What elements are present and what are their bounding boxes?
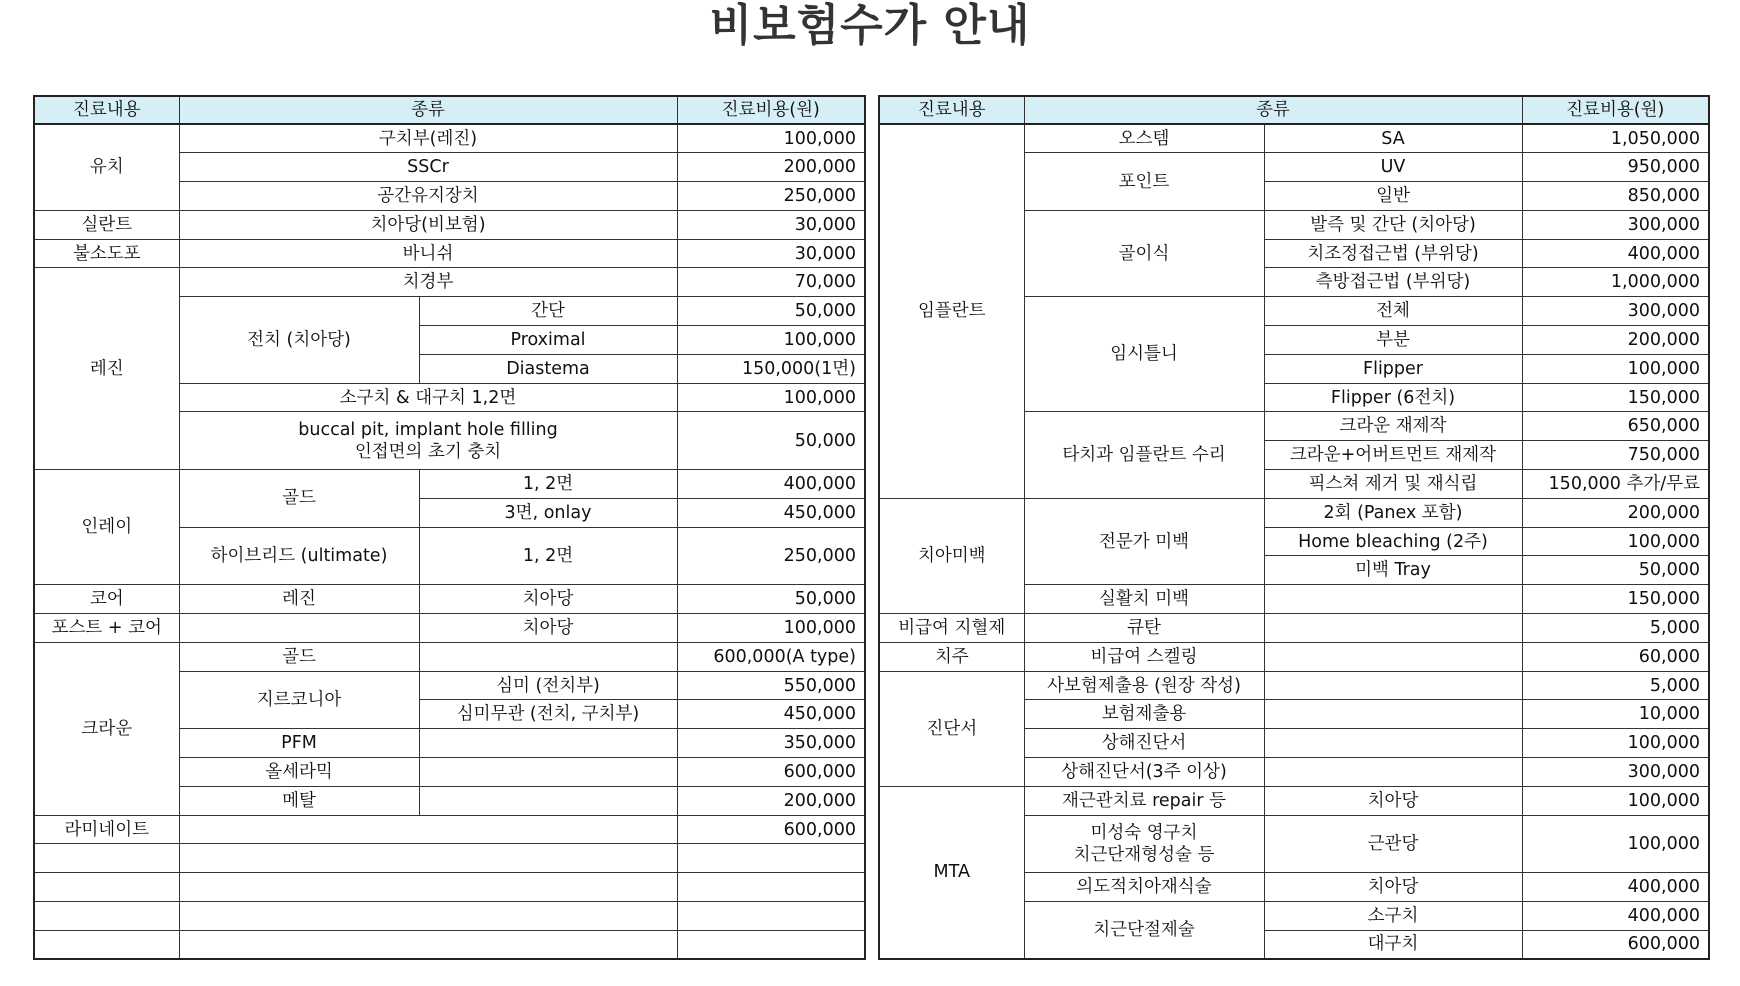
table-row — [34, 210, 865, 239]
type-cell: 사보험제출용 (원장 작성) — [1024, 671, 1264, 700]
type-cell: 바니쉬 — [179, 239, 677, 268]
subtype-cell: 치조정접근법 (부위당) — [1264, 239, 1522, 268]
subtype-cell: 2회 (Panex 포함) — [1264, 498, 1522, 527]
category-cell: 치아미백 — [879, 498, 1024, 613]
table-row — [34, 268, 865, 297]
table-row — [34, 470, 865, 499]
type-cell: 큐탄 — [1024, 614, 1264, 643]
subtype-cell: 측방접근법 (부위당) — [1264, 268, 1522, 297]
table-row — [34, 642, 865, 671]
category-cell: 라미네이트 — [34, 815, 179, 844]
cost-cell: 300,000 — [1522, 297, 1709, 326]
cost-cell: 10,000 — [1522, 700, 1709, 729]
cost-cell: 150,000 — [1522, 585, 1709, 614]
cost-cell: 600,000 — [677, 758, 865, 787]
subtype-cell — [419, 786, 677, 815]
cost-cell: 5,000 — [1522, 614, 1709, 643]
subtype-cell: Home bleaching (2주) — [1264, 527, 1522, 556]
subtype-cell: 심미 (전치부) — [419, 671, 677, 700]
subtype-cell: UV — [1264, 153, 1522, 182]
subtype-cell — [419, 758, 677, 787]
type-line: 인접면의 초기 충치 — [354, 441, 502, 462]
cost-cell: 1,050,000 — [1522, 124, 1709, 153]
category-cell: 인레이 — [34, 470, 179, 585]
cost-cell: 350,000 — [677, 729, 865, 758]
type-cell: 포인트 — [1024, 153, 1264, 211]
empty-row — [34, 902, 865, 931]
subtype-cell: Flipper — [1264, 354, 1522, 383]
subtype-cell: 소구치 — [1264, 902, 1522, 931]
subtype-cell: 치아당 — [1264, 786, 1522, 815]
cost-cell: 850,000 — [1522, 182, 1709, 211]
subtype-cell: 심미무관 (전치, 구치부) — [419, 700, 677, 729]
type-cell — [1024, 815, 1264, 873]
subtype-cell — [1264, 642, 1522, 671]
table-row — [879, 642, 1709, 671]
type-cell: 보험제출용 — [1024, 700, 1264, 729]
type-cell: 치근단절제술 — [1024, 902, 1264, 960]
type-cell: 골드 — [179, 470, 419, 528]
cost-cell: 550,000 — [677, 671, 865, 700]
header-type: 종류 — [1024, 96, 1522, 124]
subtype-cell: 치아당 — [1264, 873, 1522, 902]
cost-cell: 300,000 — [1522, 210, 1709, 239]
cost-cell: 200,000 — [677, 153, 865, 182]
cost-cell: 650,000 — [1522, 412, 1709, 441]
subtype-cell: 크라운 재제작 — [1264, 412, 1522, 441]
cost-cell: 450,000 — [677, 498, 865, 527]
subtype-cell: 3면, onlay — [419, 498, 677, 527]
table-row — [34, 815, 865, 844]
cost-cell: 400,000 — [1522, 873, 1709, 902]
type-cell — [179, 412, 677, 470]
cost-cell: 100,000 — [677, 124, 865, 153]
cost-cell: 70,000 — [677, 268, 865, 297]
type-cell: 전문가 미백 — [1024, 498, 1264, 584]
cost-cell: 600,000 — [677, 815, 865, 844]
cost-cell: 200,000 — [1522, 498, 1709, 527]
cost-cell: 150,000(1면) — [677, 354, 865, 383]
subtype-cell: 대구치 — [1264, 930, 1522, 959]
subtype-cell — [1264, 700, 1522, 729]
cost-cell: 400,000 — [1522, 239, 1709, 268]
type-cell: 소구치 & 대구치 1,2면 — [179, 383, 677, 412]
category-cell: 진단서 — [879, 671, 1024, 786]
subtype-cell: Diastema — [419, 354, 677, 383]
type-cell: 오스템 — [1024, 124, 1264, 153]
cost-cell: 60,000 — [1522, 642, 1709, 671]
type-cell: 임시틀니 — [1024, 297, 1264, 412]
subtype-cell: 근관당 — [1264, 815, 1522, 873]
subtype-cell — [1264, 614, 1522, 643]
cost-cell: 600,000(A type) — [677, 642, 865, 671]
subtype-cell: 일반 — [1264, 182, 1522, 211]
table-row — [879, 786, 1709, 815]
subtype-cell: 전체 — [1264, 297, 1522, 326]
cost-cell: 100,000 — [677, 383, 865, 412]
cost-cell: 250,000 — [677, 527, 865, 585]
table-row — [34, 239, 865, 268]
category-cell: MTA — [879, 786, 1024, 959]
type-cell: 타치과 임플란트 수리 — [1024, 412, 1264, 498]
subtype-cell: SA — [1264, 124, 1522, 153]
type-line: 치근단재형성술 등 — [1073, 844, 1215, 865]
subtype-cell — [1264, 671, 1522, 700]
cost-cell: 30,000 — [677, 210, 865, 239]
category-cell: 코어 — [34, 585, 179, 614]
subtype-cell: 크라운+어버트먼트 재제작 — [1264, 441, 1522, 470]
table-row — [879, 671, 1709, 700]
subtype-cell: 발즉 및 간단 (치아당) — [1264, 210, 1522, 239]
type-cell: 상해진단서(3주 이상) — [1024, 758, 1264, 787]
cost-cell: 200,000 — [1522, 326, 1709, 355]
table-row — [34, 614, 865, 643]
cost-cell: 300,000 — [1522, 758, 1709, 787]
table-row — [879, 124, 1709, 153]
subtype-cell — [1264, 729, 1522, 758]
subtype-cell: Proximal — [419, 326, 677, 355]
subtype-cell: Flipper (6전치) — [1264, 383, 1522, 412]
header-cost: 진료비용(원) — [677, 96, 865, 124]
table-row — [879, 614, 1709, 643]
cost-cell: 30,000 — [677, 239, 865, 268]
category-cell: 치주 — [879, 642, 1024, 671]
type-cell: SSCr — [179, 153, 677, 182]
subtype-cell — [1264, 585, 1522, 614]
table-row — [34, 124, 865, 153]
header-type: 종류 — [179, 96, 677, 124]
category-cell: 포스트 + 코어 — [34, 614, 179, 643]
cost-cell: 50,000 — [1522, 556, 1709, 585]
type-cell: 상해진단서 — [1024, 729, 1264, 758]
empty-row — [34, 873, 865, 902]
cost-cell: 750,000 — [1522, 441, 1709, 470]
type-cell: 레진 — [179, 585, 419, 614]
type-cell: 공간유지장치 — [179, 182, 677, 211]
cost-cell: 950,000 — [1522, 153, 1709, 182]
table-row — [34, 585, 865, 614]
type-cell: PFM — [179, 729, 419, 758]
cost-cell: 100,000 — [1522, 786, 1709, 815]
cost-cell: 100,000 — [677, 614, 865, 643]
subtype-cell: 부분 — [1264, 326, 1522, 355]
category-cell: 불소도포 — [34, 239, 179, 268]
cost-cell: 5,000 — [1522, 671, 1709, 700]
cost-cell: 50,000 — [677, 412, 865, 470]
category-cell: 비급여 지혈제 — [879, 614, 1024, 643]
category-cell: 레진 — [34, 268, 179, 470]
cost-cell: 50,000 — [677, 297, 865, 326]
subtype-cell — [419, 729, 677, 758]
cost-cell: 150,000 추가/무료 — [1522, 470, 1709, 499]
empty-row — [34, 930, 865, 959]
table-row — [879, 498, 1709, 527]
page-title: 비보험수가 안내 — [709, 0, 1031, 51]
fee-table-left — [33, 95, 866, 960]
header-category: 진료내용 — [879, 96, 1024, 124]
type-cell: 메탈 — [179, 786, 419, 815]
cost-cell: 1,000,000 — [1522, 268, 1709, 297]
type-cell — [179, 815, 677, 844]
empty-row — [34, 844, 865, 873]
category-cell: 임플란트 — [879, 124, 1024, 498]
type-cell: 골이식 — [1024, 210, 1264, 296]
cost-cell: 250,000 — [677, 182, 865, 211]
type-line: 미성숙 영구치 — [1090, 822, 1198, 843]
type-cell: 실활치 미백 — [1024, 585, 1264, 614]
cost-cell: 100,000 — [1522, 527, 1709, 556]
subtype-cell: 픽스쳐 제거 및 재식립 — [1264, 470, 1522, 499]
subtype-cell — [1264, 758, 1522, 787]
category-cell: 유치 — [34, 124, 179, 210]
cost-cell: 400,000 — [677, 470, 865, 499]
cost-cell: 100,000 — [1522, 729, 1709, 758]
subtype-cell — [419, 642, 677, 671]
type-cell: 재근관치료 repair 등 — [1024, 786, 1264, 815]
fee-table-right — [878, 95, 1710, 960]
cost-cell: 200,000 — [677, 786, 865, 815]
cost-cell: 150,000 — [1522, 383, 1709, 412]
cost-cell: 600,000 — [1522, 930, 1709, 959]
header-category: 진료내용 — [34, 96, 179, 124]
cost-cell: 100,000 — [1522, 354, 1709, 383]
type-cell: 치경부 — [179, 268, 677, 297]
header-cost: 진료비용(원) — [1522, 96, 1709, 124]
type-cell: 비급여 스켈링 — [1024, 642, 1264, 671]
subtype-cell: 치아당 — [419, 585, 677, 614]
cost-cell: 50,000 — [677, 585, 865, 614]
subtype-cell: 치아당 — [419, 614, 677, 643]
category-cell: 크라운 — [34, 642, 179, 815]
type-cell: 골드 — [179, 642, 419, 671]
subtype-cell: 간단 — [419, 297, 677, 326]
subtype-cell: 미백 Tray — [1264, 556, 1522, 585]
cost-cell: 100,000 — [677, 326, 865, 355]
type-cell: 구치부(레진) — [179, 124, 677, 153]
cost-cell: 450,000 — [677, 700, 865, 729]
subtype-cell: 1, 2면 — [419, 470, 677, 499]
type-cell: 의도적치아재식술 — [1024, 873, 1264, 902]
type-cell: 하이브리드 (ultimate) — [179, 527, 419, 585]
type-cell: 지르코니아 — [179, 671, 419, 729]
type-cell — [179, 614, 419, 643]
type-cell: 치아당(비보험) — [179, 210, 677, 239]
cost-cell: 100,000 — [1522, 815, 1709, 873]
type-line: buccal pit, implant hole filling — [298, 419, 558, 440]
type-cell: 올세라믹 — [179, 758, 419, 787]
cost-cell: 400,000 — [1522, 902, 1709, 931]
type-cell: 전치 (치아당) — [179, 297, 419, 383]
category-cell: 실란트 — [34, 210, 179, 239]
subtype-cell: 1, 2면 — [419, 527, 677, 585]
